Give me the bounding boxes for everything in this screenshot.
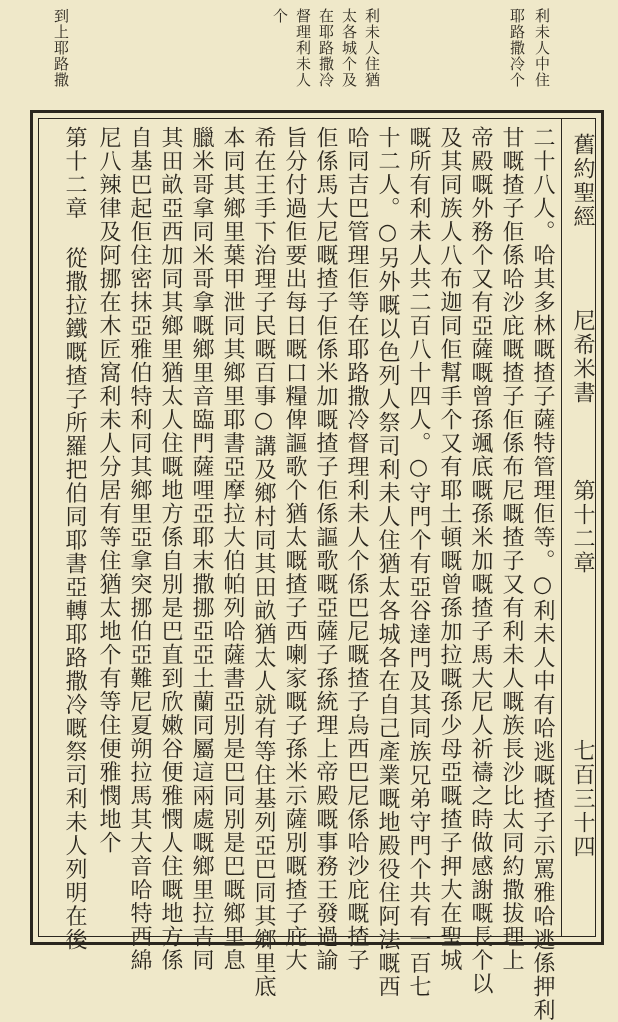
book-name: 尼希米書 xyxy=(570,309,595,405)
margin-note: 利未人中住 xyxy=(533,8,551,88)
text-column: 甘嘅揸子佢係哈沙庇嘅揸子佢係布尼嘅揸子又有利未人嘅族長沙比太同約撒拔理上 xyxy=(499,126,524,972)
text-column: 二十八人。哈其多林嘅揸子薩特管理佢等。○利未人中有哈逃嘅揸子示罵雅哈逃係押利 xyxy=(530,126,555,1022)
margin-note: 督理利未人 xyxy=(294,8,312,88)
margin-note: 太各城个及 xyxy=(340,8,358,88)
margin-note: 在耶路撒冷 xyxy=(317,8,335,88)
page-frame xyxy=(30,110,604,1022)
text-column: 本同其鄉里葉甲泄同其鄉里耶書亞摩拉大伯帕列哈薩書亞別是巴同別是巴嘅鄉里息 xyxy=(220,126,245,972)
text-column: 嘅所有利未人共二百八十四人。○守門个有亞谷達門及其同族兄弟守門个共有一百七 xyxy=(406,126,431,999)
margin-note: 个 xyxy=(271,8,289,24)
text-column: 臘米哥拿同米哥拿嘅鄉里音臨門薩哩亞耶末撒挪亞亞土蘭同屬這兩處嘅鄉里拉吉同 xyxy=(189,126,214,972)
margin-note: 到上耶路撒 xyxy=(52,8,70,88)
text-column: 尼八辣律及阿挪在木匠窩利未人分居有等住猶太地个有等住便雅憫地个 xyxy=(96,126,121,855)
text-column: 自基巴起佢住密抹亞雅伯特利同其鄉里亞拿突挪伯亞難尼夏朔拉馬其大音哈特西綿 xyxy=(127,126,152,972)
header-rule xyxy=(561,119,562,936)
text-column: 及其同族人八布迦同佢幫手个又有耶土頓嘅曾孫加拉嘅孫少母亞嘅揸子押大在聖城 xyxy=(437,126,462,972)
chapter-start-column: 第十二章 從撒拉鐵嘅揸子所羅把伯同耶書亞轉耶路撒冷嘅祭司利未人列明在後 xyxy=(62,126,87,952)
text-column: 十二人。○另外嘅以色列人祭司利未人住猶太各城各在自己產業嘅地殿役住阿法嘅西 xyxy=(375,126,400,999)
text-column: 希在王手下治理子民嘅百事○講及鄉村同其田畝猶太人就有等住基列亞巴同其鄉里底 xyxy=(251,126,276,999)
text-column: 帝殿嘅外務个又有亞薩嘅曾孫颯底嘅孫米加嘅揸子馬大尼人祈禱之時做感謝嘅長个以 xyxy=(468,126,493,996)
margin-note: 利未人住猶 xyxy=(363,8,381,88)
text-column: 旨分付過佢要出每日嘅口糧俾謳歌个猶太嘅揸子西喇家嘅子孫米示薩別嘅揸子庇大 xyxy=(282,126,307,972)
chapter-heading: 第十二章 xyxy=(570,479,595,575)
text-column: 佢係馬大尼嘅揸子佢係米加嘅揸子佢係謳歌嘅亞薩子孫統理上帝殿嘅事務王發過諭 xyxy=(313,126,338,972)
text-block xyxy=(38,118,596,1022)
page-number: 七百三十四 xyxy=(570,739,595,859)
text-column: 哈同吉巴管理佢等在耶路撒冷督理利未人个係巴尼嘅揸子烏西巴尼係哈沙庇嘅揸子 xyxy=(344,126,369,972)
text-column: 其田畝亞西加同其鄉里猶太人住嘅地方係自別是巴直到欣嫩谷便雅憫人住嘅地方係 xyxy=(158,126,183,972)
book-title: 舊約聖經 xyxy=(570,133,595,229)
margin-note: 耶路撒冷个 xyxy=(508,8,526,88)
